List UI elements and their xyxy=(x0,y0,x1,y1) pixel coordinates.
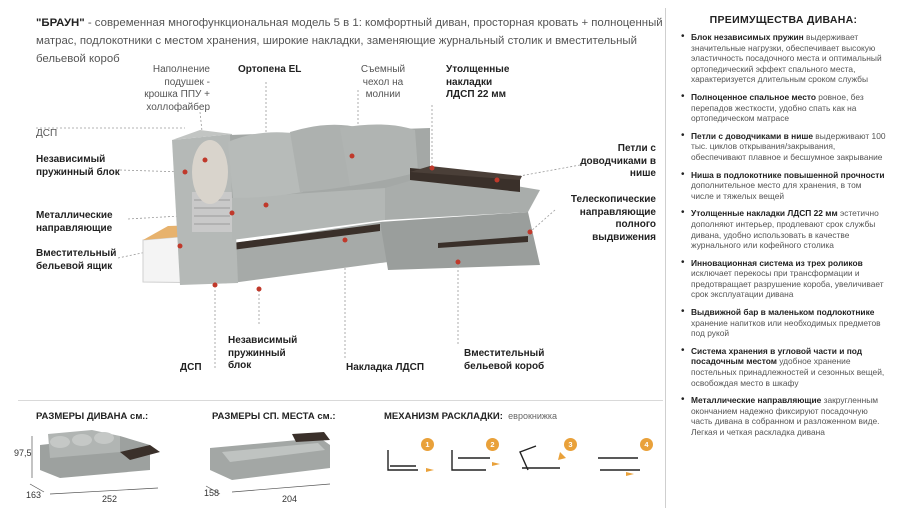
advantage-text: эстетично дополняют интерьер, продлевают срок службы дивана, удобно использовать в качестве журнального или кофейного столика xyxy=(691,208,879,251)
label-ortopena: Ортопена EL xyxy=(238,64,302,75)
label-ldsp-pad-bottom: Накладка ЛДСП xyxy=(346,362,425,373)
mechanism-label: МЕХАНИЗМ РАСКЛАДКИ: xyxy=(384,411,503,422)
mechanism-type: еврокнижка xyxy=(508,411,558,421)
brand-name: "БРАУН" xyxy=(36,17,85,29)
label-cover: Съемный чехол на молнии xyxy=(360,64,406,100)
sofa-size-title: РАЗМЕРЫ ДИВАНА см.: xyxy=(36,411,149,422)
advantage-item xyxy=(681,92,886,124)
advantage-heading: Полноценное спальное место xyxy=(691,91,816,102)
advantage-heading: Ниша в подлокотнике повышенной прочности xyxy=(691,169,885,180)
label-spring-block-left: Независимый пружинный блок xyxy=(36,154,120,178)
advantage-heading: Блок независимых пружин xyxy=(691,32,804,42)
mechanism-title xyxy=(384,411,557,422)
advantage-heading: Утолщенные накладки ЛДСП 22 мм xyxy=(691,208,838,219)
advantage-item xyxy=(681,258,886,300)
label-storage-box-bottom: Вместительный бельевой короб xyxy=(464,348,545,372)
advantage-heading: Система хранения в угловой части и под посадочным местом xyxy=(691,345,863,367)
advantage-item xyxy=(681,346,886,388)
advantage-text: выдерживает значительные нагрузки, обеспечивает высокую эластичность посадочного места и оптимальный ортопедический эффект спального места, характеризуется длительным сроком службы xyxy=(691,32,882,85)
intro-description: - современная многофункциональная модель 5 в 1: комфортный диван, просторная кровать + полноценный матрас, подлокотники с местом хранения, широкие накладки, заменяющие журнальный столик и вместительный бельевой короб xyxy=(36,17,663,65)
advantage-text: удобное хранение постельных принадлежностей и сезонных вещей, освобождая место в шкафу xyxy=(691,356,885,388)
label-storage-box-left: Вместительный бельевой ящик xyxy=(36,248,117,272)
dim-sleep-depth: 158 xyxy=(204,488,220,498)
label-telescopic: Телескопические направляющие полного выдвижения xyxy=(570,194,656,243)
advantage-text: закругленным окончанием надежно фиксируют посадочную часть дивана в собранном и разложенном виде. Легкая и четкая раскладка дивана xyxy=(691,395,880,437)
advantage-item xyxy=(681,131,886,163)
advantage-text: дополнительное место для хранения, в том числе и тяжелых вещей xyxy=(691,180,862,201)
advantage-text: ровное, без перепадов жесткости, удобно спать как на ортопедическом матрасе xyxy=(691,91,864,124)
step-badge-2: 2 xyxy=(486,438,499,451)
advantage-item xyxy=(681,32,886,85)
label-loops: Петли с доводчиками в нише xyxy=(580,143,656,179)
label-dsp-bottom: ДСП xyxy=(180,362,202,373)
advantages-title: ПРЕИМУЩЕСТВА ДИВАНА: xyxy=(709,14,858,26)
label-spring-block-bottom: Независимый пружинный блок xyxy=(228,335,298,371)
step-badge-3: 3 xyxy=(564,438,577,451)
advantage-heading: Петли с доводчиками в нише xyxy=(691,130,813,141)
advantage-item xyxy=(681,208,886,250)
advantage-heading: Металлические направляющие xyxy=(691,395,822,406)
label-ldsp-pads: Утолщенные накладки ЛДСП 22 мм xyxy=(446,64,510,100)
section-divider xyxy=(18,400,663,401)
advantage-heading: Инновационная система из трех роликов xyxy=(691,257,863,268)
advantage-heading: Выдвижной бар в маленьком подлокотнике xyxy=(691,307,875,318)
label-filling: Наполнение подушек - крошка ППУ + холлофайбер xyxy=(144,64,210,113)
step-badge-4: 4 xyxy=(640,438,653,451)
dim-sofa-height: 97,5 xyxy=(14,448,32,458)
dim-sleep-width: 204 xyxy=(282,494,298,504)
dim-sofa-depth: 163 xyxy=(26,490,42,500)
advantage-item xyxy=(681,395,886,437)
advantages-panel xyxy=(681,14,886,445)
column-divider xyxy=(665,8,666,508)
advantage-text: хранение напитков или необходимых предметов под рукой xyxy=(691,317,881,339)
advantage-item xyxy=(681,170,886,202)
advantage-item xyxy=(681,307,886,339)
label-dsp-top: ДСП xyxy=(36,128,58,139)
dim-sofa-width: 252 xyxy=(102,494,118,504)
advantage-text: исключает перекосы при трансформации и предотвращает разрушение короба, увеличивает срок эксплуатации дивана xyxy=(691,268,884,300)
advantage-text: выдерживают 100 тыс. циклов открывания/закрывания, обеспечивают плавное и бесшумное закрывание xyxy=(691,130,886,162)
sleep-size-title: РАЗМЕРЫ СП. МЕСТА см.: xyxy=(212,411,336,422)
step-badge-1: 1 xyxy=(421,438,434,451)
label-metal-guides: Металлические направляющие xyxy=(36,210,113,234)
